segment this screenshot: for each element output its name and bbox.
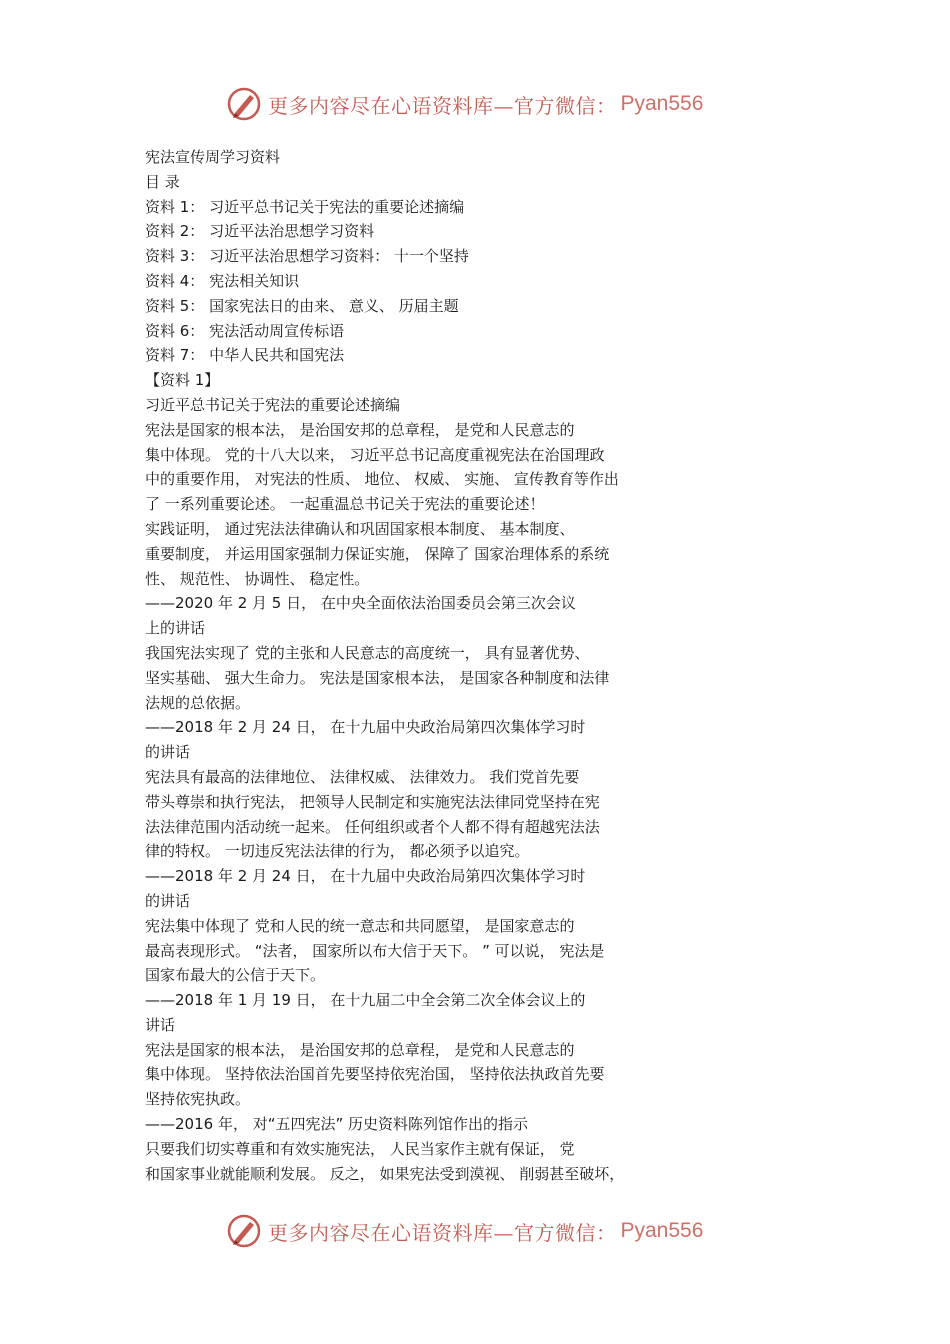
text-line: 的讲话 [145, 743, 191, 762]
text-line: 坚持依宪执政。 [145, 1090, 251, 1109]
text-line: 上的讲话 [145, 619, 206, 638]
text-line: 国家布最大的公信于天下。 [145, 966, 326, 985]
text-line: 资料 1： 习近平总书记关于宪法的重要论述摘编 [145, 197, 465, 216]
text-line: 讲话 [145, 1015, 176, 1034]
text-line: 集中体现。 党的十八大以来， 习近平总书记高度重视宪法在治国理政 [145, 445, 605, 464]
text-line: 资料 3： 习近平法治思想学习资料： 十一个坚持 [145, 247, 469, 266]
banner-wechat-id: Pyan556 [620, 92, 704, 115]
header-watermark-banner [226, 84, 703, 124]
text-line: 【资料 1】 [145, 371, 220, 390]
text-line: ——2018 年 2 月 24 日， 在十九届中央政治局第四次集体学习时 [145, 718, 586, 737]
text-line: 宪法具有最高的法律地位、 法律权威、 法律效力。 我们党首先要 [145, 767, 580, 786]
text-line: 习近平总书记关于宪法的重要论述摘编 [145, 395, 401, 414]
text-line: ——2018 年 2 月 24 日， 在十九届中央政治局第四次集体学习时 [145, 867, 586, 886]
text-line: 集中体现。 坚持依法治国首先要坚持依宪治国， 坚持依法执政首先要 [145, 1065, 605, 1084]
text-line: 宪法宣传周学习资料 [145, 148, 281, 166]
banner-wechat-id: Pyan556 [620, 1219, 704, 1242]
text-line: 宪法集中体现了 党和人民的统一意志和共同愿望， 是国家意志的 [145, 916, 575, 935]
text-line: 宪法是国家的根本法， 是治国安邦的总章程， 是党和人民意志的 [145, 420, 575, 439]
text-line: 和国家事业就能顺利发展。 反之， 如果宪法受到漠视、 削弱甚至破坏， [145, 1164, 625, 1183]
text-line: ——2018 年 1 月 19 日， 在十九届二中全会第二次全体会议上的 [145, 991, 586, 1010]
text-line: 带头尊崇和执行宪法， 把领导人民制定和实施宪法法律同党坚持在宪 [145, 792, 600, 811]
text-line: ——2020 年 2 月 5 日， 在中央全面依法治国委员会第三次会议 [145, 594, 576, 613]
text-line: 律的特权。 一切违反宪法法律的行为， 都必须予以追究。 [145, 842, 530, 861]
document-body [145, 145, 705, 1186]
pen-logo-icon [226, 1213, 262, 1249]
pen-logo-icon [226, 86, 262, 122]
banner-text: 更多内容尽在心语资料库—官方微信： [268, 1220, 617, 1245]
text-line: 法规的总依据。 [145, 693, 251, 712]
text-line: 最高表现形式。 “法者， 国家所以布大信于天下。 ” 可以说， 宪法是 [145, 941, 605, 960]
text-line: 性、 规范性、 协调性、 稳定性。 [145, 569, 370, 588]
text-line: 的讲话 [145, 891, 191, 910]
text-line: 法法律范围内活动统一起来。 任何组织或者个人都不得有超越宪法法 [145, 817, 600, 836]
text-line: 只要我们切实尊重和有效实施宪法， 人民当家作主就有保证， 党 [145, 1139, 575, 1158]
text-line: 目 录 [145, 172, 180, 191]
banner-text: 更多内容尽在心语资料库—官方微信： [268, 93, 617, 118]
footer-watermark-banner [226, 1211, 703, 1251]
text-line: 实践证明， 通过宪法法律确认和巩固国家根本制度、 基本制度、 [145, 519, 575, 538]
text-line: 资料 7： 中华人民共和国宪法 [145, 346, 345, 365]
text-line: 资料 2： 习近平法治思想学习资料 [145, 222, 375, 241]
text-line: 宪法是国家的根本法， 是治国安邦的总章程， 是党和人民意志的 [145, 1040, 575, 1059]
text-line: 资料 5： 国家宪法日的由来、 意义、 历届主题 [145, 296, 459, 315]
text-line: ——2016 年， 对“五四宪法” 历史资料陈列馆作出的指示 [145, 1115, 529, 1134]
text-line: 资料 4： 宪法相关知识 [145, 271, 300, 290]
text-line: 中的重要作用， 对宪法的性质、 地位、 权威、 实施、 宣传教育等作出 [145, 470, 619, 489]
text-line: 我国宪法实现了 党的主张和人民意志的高度统一， 具有显著优势、 [145, 643, 590, 662]
text-line: 了 一系列重要论述。 一起重温总书记关于宪法的重要论述！ [145, 495, 545, 514]
text-line: 重要制度， 并运用国家强制力保证实施， 保障了 国家治理体系的系统 [145, 544, 610, 563]
text-line: 坚实基础、 强大生命力。 宪法是国家根本法， 是国家各种制度和法律 [145, 668, 610, 687]
text-line: 资料 6： 宪法活动周宣传标语 [145, 321, 345, 340]
